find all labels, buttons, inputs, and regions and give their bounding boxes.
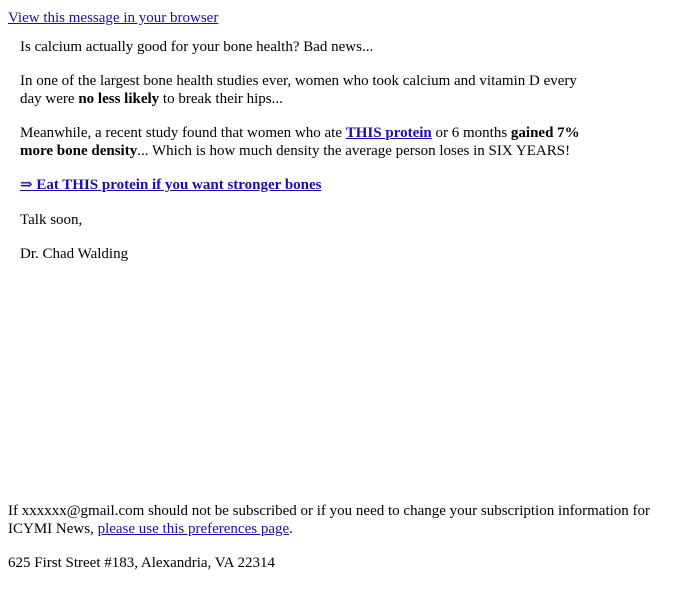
this-protein-link-label: THIS protein [345, 125, 432, 141]
protein-text-middle: or 6 months [431, 125, 511, 141]
preferences-link[interactable]: please use this preferences page [97, 521, 290, 537]
view-in-browser-link[interactable]: View this message in your browser [8, 10, 219, 26]
study-text-before: In one of the largest bone health studies ever, women who took calcium and vitamin D every day were [20, 73, 577, 107]
cta-link[interactable]: ⇒ Eat THIS protein if you want stronger bones [20, 177, 322, 193]
this-protein-link[interactable] [346, 125, 432, 141]
study-text-after: to break their hips... [159, 91, 283, 107]
signature: Dr. Chad Walding [20, 246, 129, 262]
closing-text: Talk soon, [20, 212, 83, 228]
email-body [20, 38, 590, 279]
cta-paragraph [20, 176, 590, 194]
subscription-text: If xxxxxx@gmail.com should not be subscribed or if you need to change your subscription information for ICYMI News, [8, 503, 651, 537]
protein-text-before: Meanwhile, a recent study found that women who ate [20, 125, 346, 141]
footer [8, 502, 680, 588]
subscription-notice [8, 502, 680, 538]
protein-paragraph [20, 124, 590, 160]
subscription-text-end: . [289, 521, 293, 537]
bone-density-emphasis: gained 7% more bone density [20, 125, 580, 159]
study-paragraph [20, 72, 590, 108]
mailing-address: 625 First Street #183, Alexandria, VA 22314 [8, 555, 275, 571]
protein-text-after: ... Which is how much density the average person loses in SIX YEARS! [137, 143, 571, 159]
intro-paragraph: Is calcium actually good for your bone health? Bad news... [20, 39, 374, 55]
study-emphasis: no less likely [78, 91, 160, 107]
